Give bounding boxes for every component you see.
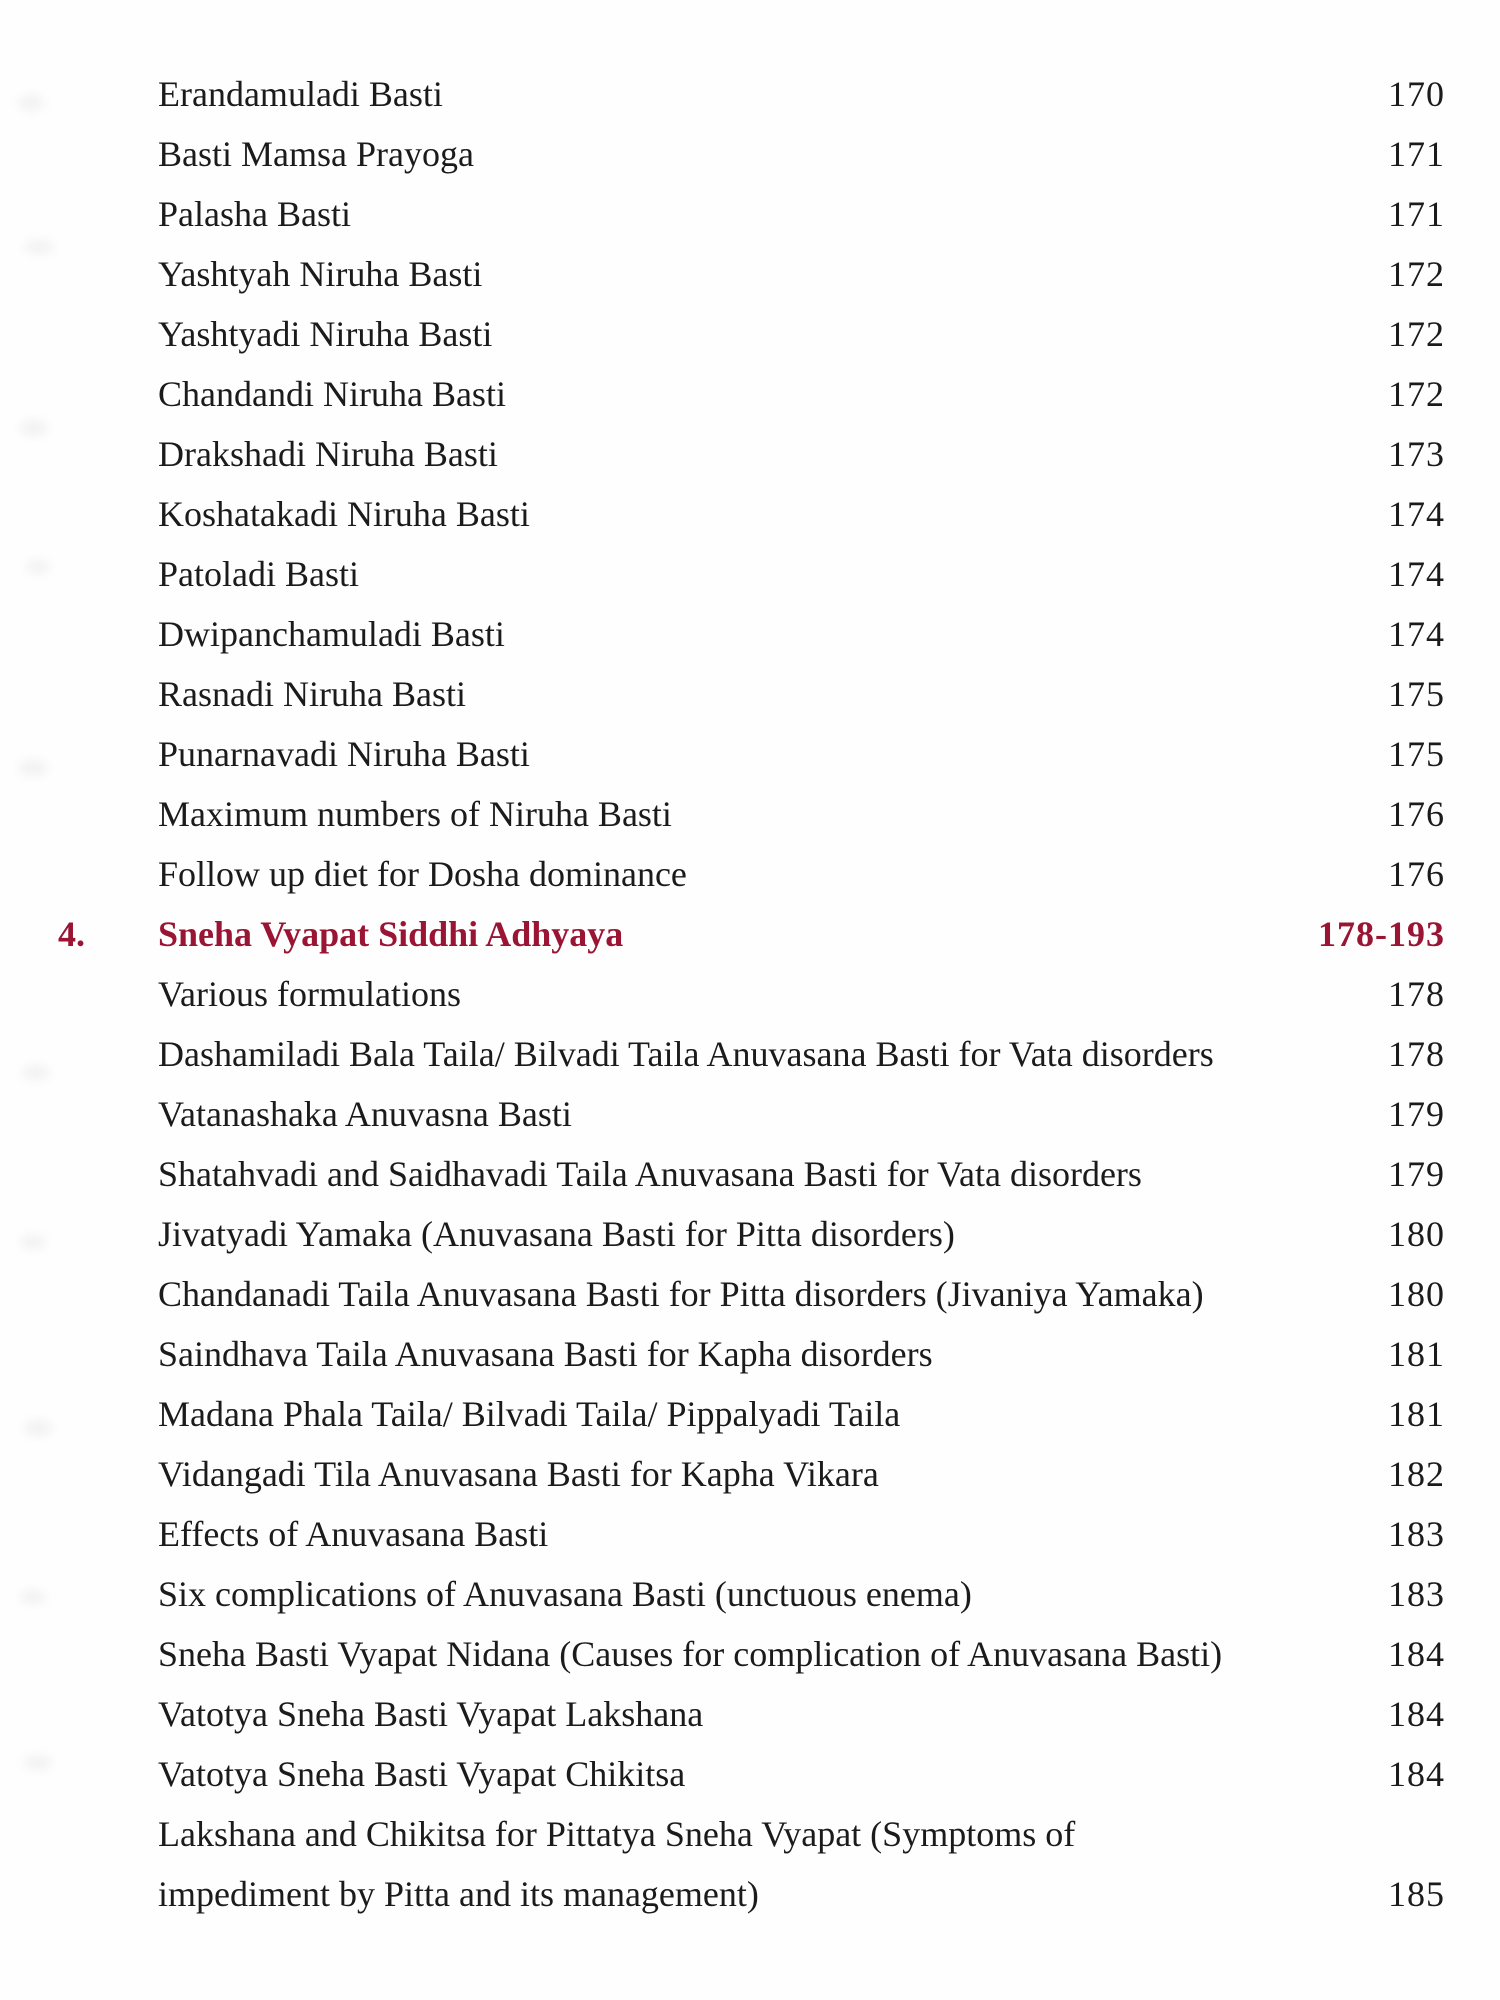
toc-entry-row xyxy=(158,1804,1445,1924)
entry-title: Rasnadi Niruha Basti xyxy=(158,674,466,714)
entry-page-number: 178 xyxy=(1388,1034,1445,1074)
entry-title: Vatanashaka Anuvasna Basti xyxy=(158,1094,572,1134)
toc-entry-row xyxy=(158,1564,1445,1624)
entry-page-number: 179 xyxy=(1388,1094,1445,1134)
entry-title: Maximum numbers of Niruha Basti xyxy=(158,794,672,834)
toc-entry-row xyxy=(158,1204,1445,1264)
entry-title: Yashtyah Niruha Basti xyxy=(158,254,483,294)
entry-page-number: 181 xyxy=(1388,1334,1445,1374)
entry-page-number: 174 xyxy=(1388,614,1445,654)
chapter-number: 4. xyxy=(58,914,85,954)
toc-entry-row xyxy=(158,844,1445,904)
entry-title: Chandandi Niruha Basti xyxy=(158,374,506,414)
toc-entry-row xyxy=(158,1084,1445,1144)
entry-page-number: 172 xyxy=(1388,374,1445,414)
entry-title: Sneha Basti Vyapat Nidana (Causes for complication of Anuvasana Basti) xyxy=(158,1634,1223,1674)
entry-title: Madana Phala Taila/ Bilvadi Taila/ Pippalyadi Taila xyxy=(158,1394,901,1434)
entry-title: Koshatakadi Niruha Basti xyxy=(158,494,530,534)
toc-entry-row xyxy=(158,1144,1445,1204)
toc-entry-row xyxy=(158,1684,1445,1744)
entry-title: Various formulations xyxy=(158,974,461,1014)
toc-entry-row xyxy=(158,124,1445,184)
entry-page-number: 175 xyxy=(1388,674,1445,714)
entry-page-number: 173 xyxy=(1388,434,1445,474)
toc-entry-row xyxy=(158,784,1445,844)
toc-chapter-row xyxy=(58,904,1445,964)
toc-entry-row xyxy=(158,1324,1445,1384)
chapter-title: Sneha Vyapat Siddhi Adhyaya xyxy=(158,914,624,954)
toc-entry-row xyxy=(158,424,1445,484)
toc-entry-row xyxy=(158,544,1445,604)
toc-entry-row xyxy=(158,664,1445,724)
toc-entry-row xyxy=(158,964,1445,1024)
entry-title: Follow up diet for Dosha dominance xyxy=(158,854,687,894)
entry-page-number: 182 xyxy=(1388,1454,1445,1494)
entry-title: Yashtyadi Niruha Basti xyxy=(158,314,493,354)
toc-entry-list xyxy=(0,64,1500,1924)
entry-page-number: 176 xyxy=(1388,794,1445,834)
entry-title: Punarnavadi Niruha Basti xyxy=(158,734,530,774)
entry-page-number: 183 xyxy=(1388,1514,1445,1554)
toc-entry-row xyxy=(158,64,1445,124)
toc-entry-row xyxy=(158,1744,1445,1804)
toc-entry-row xyxy=(158,1624,1445,1684)
entry-page-number: 179 xyxy=(1388,1154,1445,1194)
entry-title: Vatotya Sneha Basti Vyapat Chikitsa xyxy=(158,1754,686,1794)
toc-entry-row xyxy=(158,184,1445,244)
entry-title: Drakshadi Niruha Basti xyxy=(158,434,498,474)
entry-title: Lakshana and Chikitsa for Pittatya Sneha Vyapat (Symptoms of impediment by Pitta and its management) xyxy=(158,1814,1076,1914)
entry-page-number: 170 xyxy=(1388,74,1445,114)
entry-page-number: 174 xyxy=(1388,554,1445,594)
entry-page-number: 184 xyxy=(1388,1754,1445,1794)
entry-page-number: 185 xyxy=(1388,1874,1445,1914)
chapter-page-range: 178-193 xyxy=(1318,914,1445,954)
entry-title: Patoladi Basti xyxy=(158,554,359,594)
entry-title: Saindhava Taila Anuvasana Basti for Kapha disorders xyxy=(158,1334,933,1374)
entry-title: Effects of Anuvasana Basti xyxy=(158,1514,549,1554)
entry-title: Six complications of Anuvasana Basti (unctuous enema) xyxy=(158,1574,972,1614)
entry-page-number: 175 xyxy=(1388,734,1445,774)
entry-page-number: 171 xyxy=(1388,194,1445,234)
entry-page-number: 172 xyxy=(1388,314,1445,354)
toc-entry-row xyxy=(158,1024,1445,1084)
entry-title: Shatahvadi and Saidhavadi Taila Anuvasana Basti for Vata disorders xyxy=(158,1154,1142,1194)
entry-title: Dashamiladi Bala Taila/ Bilvadi Taila Anuvasana Basti for Vata disorders xyxy=(158,1034,1214,1074)
entry-page-number: 178 xyxy=(1388,974,1445,1014)
entry-title: Palasha Basti xyxy=(158,194,351,234)
entry-title: Jivatyadi Yamaka (Anuvasana Basti for Pitta disorders) xyxy=(158,1214,955,1254)
toc-entry-row xyxy=(158,724,1445,784)
entry-page-number: 181 xyxy=(1388,1394,1445,1434)
entry-page-number: 184 xyxy=(1388,1694,1445,1734)
toc-entry-row xyxy=(158,604,1445,664)
entry-title: Vidangadi Tila Anuvasana Basti for Kapha Vikara xyxy=(158,1454,879,1494)
entry-page-number: 176 xyxy=(1388,854,1445,894)
entry-page-number: 172 xyxy=(1388,254,1445,294)
toc-entry-row xyxy=(158,244,1445,304)
toc-entry-row xyxy=(158,1504,1445,1564)
entry-page-number: 183 xyxy=(1388,1574,1445,1614)
entry-title: Dwipanchamuladi Basti xyxy=(158,614,505,654)
entry-page-number: 180 xyxy=(1388,1214,1445,1254)
entry-title: Erandamuladi Basti xyxy=(158,74,443,114)
entry-title: Vatotya Sneha Basti Vyapat Lakshana xyxy=(158,1694,704,1734)
entry-title: Basti Mamsa Prayoga xyxy=(158,134,474,174)
toc-entry-row xyxy=(158,1384,1445,1444)
entry-page-number: 180 xyxy=(1388,1274,1445,1314)
toc-entry-row xyxy=(158,484,1445,544)
entry-page-number: 184 xyxy=(1388,1634,1445,1674)
toc-entry-row xyxy=(158,1264,1445,1324)
toc-entry-row xyxy=(158,304,1445,364)
toc-entry-row xyxy=(158,364,1445,424)
toc-entry-row xyxy=(158,1444,1445,1504)
entry-page-number: 171 xyxy=(1388,134,1445,174)
entry-title: Chandanadi Taila Anuvasana Basti for Pitta disorders (Jivaniya Yamaka) xyxy=(158,1274,1204,1314)
entry-page-number: 174 xyxy=(1388,494,1445,534)
